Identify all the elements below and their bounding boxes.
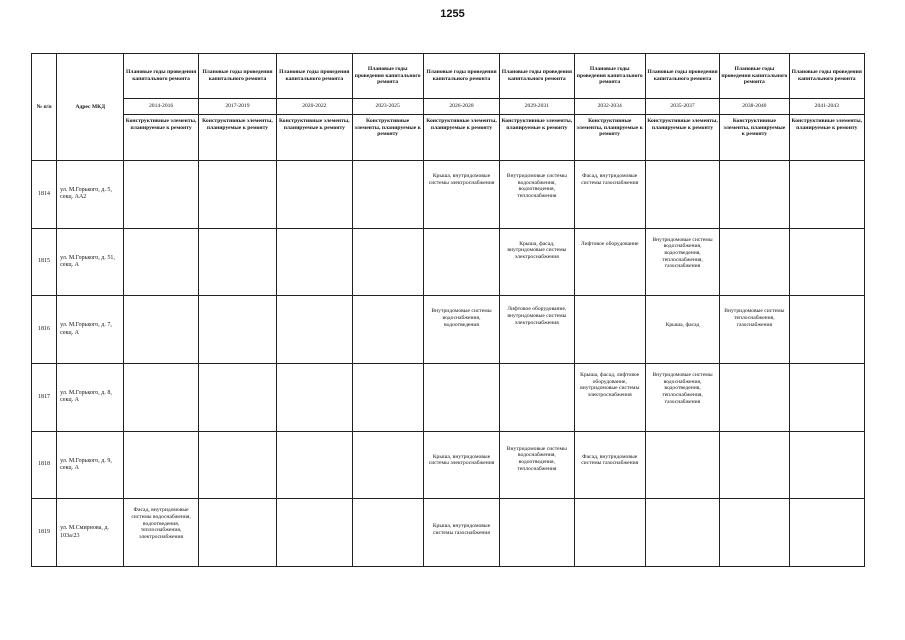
capital-repair-table [31, 53, 865, 567]
table-cell [124, 363, 198, 431]
header-planned-years: Плановые годы проведения капитального ремонта [574, 54, 645, 99]
header-planned-years: Плановые годы проведения капитального ремонта [198, 54, 276, 99]
table-cell [720, 499, 789, 567]
table-cell [277, 363, 352, 431]
row-address: ул. М.Горького, д. 5, секц. АА2 [57, 161, 124, 229]
table-cell [720, 161, 789, 229]
header-elements: Конструктивные элементы, планируемые к ремонту [720, 115, 789, 161]
table-cell [352, 363, 423, 431]
header-elements: Конструктивные элементы, планируемые к ремонту [124, 115, 198, 161]
header-elements: Конструктивные элементы, планируемые к ремонту [198, 115, 276, 161]
table-cell [645, 161, 719, 229]
row-number: 1819 [32, 499, 57, 567]
header-planned-years: Плановые годы проведения капитального ремонта [277, 54, 352, 99]
header-num: № п/п [32, 54, 57, 161]
table-cell [574, 499, 645, 567]
table-cell [645, 431, 719, 499]
table-cell: Фасад, внутридомовые системы газоснабжения [574, 431, 645, 499]
row-address: ул. М.Горького, д. 8, секц. А [57, 363, 124, 431]
row-address: ул. М.Горького, д. 51, секц. А [57, 228, 124, 296]
table-cell [352, 431, 423, 499]
table-cell: Крыша, фасад [645, 296, 719, 364]
table-cell: Внутридомовые системы водоснабжения, водоотведения, теплоснабжения [500, 431, 574, 499]
table-cell: Внутридомовые системы водоснабжения, водоотведения, теплоснабжения [500, 161, 574, 229]
table-cell [124, 431, 198, 499]
table-cell [352, 161, 423, 229]
table-cell [500, 499, 574, 567]
header-period: 2029-2031 [500, 99, 574, 115]
header-period: 2014-2016 [124, 99, 198, 115]
header-period: 2035-2037 [645, 99, 719, 115]
table-cell [645, 499, 719, 567]
header-period: 2032-2034 [574, 99, 645, 115]
table-cell: Крыша, внутридомовые системы электроснабжения [423, 431, 499, 499]
header-planned-years: Плановые годы проведения капитального ремонта [352, 54, 423, 99]
table-cell [198, 296, 276, 364]
table-cell [423, 228, 499, 296]
header-elements: Конструктивные элементы, планируемые к ремонту [423, 115, 499, 161]
table-cell [720, 228, 789, 296]
header-period: 2020-2022 [277, 99, 352, 115]
table-cell [277, 431, 352, 499]
table-cell [789, 363, 864, 431]
table-row [32, 431, 865, 499]
header-elements: Конструктивные элементы, планируемые к ремонту [277, 115, 352, 161]
table-cell [198, 499, 276, 567]
table-cell [789, 296, 864, 364]
table-cell [277, 228, 352, 296]
table-cell [789, 431, 864, 499]
row-number: 1815 [32, 228, 57, 296]
table-cell: Внутридомовые системы водоснабжения, водоотведения, теплоснабжения, газоснабжения [645, 363, 719, 431]
header-planned-years: Плановые годы проведения капитального ремонта [645, 54, 719, 99]
table-cell [124, 228, 198, 296]
header-period: 2041-2043 [789, 99, 864, 115]
table-cell [198, 228, 276, 296]
table-cell: Фасад, внутридомовые системы газоснабжения [574, 161, 645, 229]
table-cell [789, 499, 864, 567]
row-number: 1817 [32, 363, 57, 431]
table-cell [352, 296, 423, 364]
header-planned-years: Плановые годы проведения капитального ремонта [720, 54, 789, 99]
header-row-elements [32, 115, 865, 161]
row-address: ул. М.Горького, д. 7, секц. А [57, 296, 124, 364]
table-row [32, 499, 865, 567]
header-elements: Конструктивные элементы, планируемые к ремонту [574, 115, 645, 161]
row-number: 1818 [32, 431, 57, 499]
row-number: 1814 [32, 161, 57, 229]
header-period: 2038-2040 [720, 99, 789, 115]
header-planned-years: Плановые годы проведения капитального ремонта [500, 54, 574, 99]
header-elements: Конструктивные элементы, планируемые к ремонту [500, 115, 574, 161]
table-cell [720, 431, 789, 499]
table-cell: Крыша, внутридомовые системы газоснабжения [423, 499, 499, 567]
table-cell [198, 161, 276, 229]
header-elements: Конструктивные элементы, планируемые к ремонту [645, 115, 719, 161]
table-cell [198, 363, 276, 431]
table-cell [277, 499, 352, 567]
table-cell: Лифтовое оборудование [574, 228, 645, 296]
header-row-periods [32, 99, 865, 115]
table-cell: Крыша, внутридомовые системы электроснабжения [423, 161, 499, 229]
table-cell [124, 161, 198, 229]
table-cell [124, 296, 198, 364]
row-address: ул. М.Горького, д. 9, секц. А [57, 431, 124, 499]
header-planned-years: Плановые годы проведения капитального ремонта [423, 54, 499, 99]
page-number: 1255 [440, 8, 465, 20]
header-period: 2026-2028 [423, 99, 499, 115]
table-cell [198, 431, 276, 499]
table-cell: Лифтовое оборудование, внутридомовые системы электроснабжения [500, 296, 574, 364]
header-planned-years: Плановые годы проведения капитального ремонта [124, 54, 198, 99]
table-cell: Внутридомовые системы теплоснабжения, газоснабжения [720, 296, 789, 364]
table-cell [789, 161, 864, 229]
header-period: 2023-2025 [352, 99, 423, 115]
table-cell [789, 228, 864, 296]
table-cell [574, 296, 645, 364]
header-address: Адрес МКД [57, 54, 124, 161]
header-row-planned-years [32, 54, 865, 99]
table-cell [423, 363, 499, 431]
row-address: ул. М.Смирнова, д. 103а/23 [57, 499, 124, 567]
header-planned-years: Плановые годы проведения капитального ремонта [789, 54, 864, 99]
table-row [32, 161, 865, 229]
table-cell [277, 161, 352, 229]
table-cell: Крыша, фасад, лифтовое оборудование, внутридомовые системы электроснабжения [574, 363, 645, 431]
header-elements: Конструктивные элементы, планируемые к ремонту [352, 115, 423, 161]
table-cell [352, 228, 423, 296]
table-row [32, 296, 865, 364]
header-elements: Конструктивные элементы, планируемые к ремонту [789, 115, 864, 161]
table-cell [277, 296, 352, 364]
table-cell [720, 363, 789, 431]
table-cell [352, 499, 423, 567]
table-cell: Крыша, фасад, внутридомовые системы электроснабжения [500, 228, 574, 296]
table-cell: Внутридомовые системы водоснабжения, водоотведения, теплоснабжения, газоснабжения [645, 228, 719, 296]
table-row [32, 363, 865, 431]
table-row [32, 228, 865, 296]
table-cell: Фасад, внутридомовые системы водоснабжения, водоотведения, теплоснабжения, электроснабжения [124, 499, 198, 567]
table-cell [500, 363, 574, 431]
header-period: 2017-2019 [198, 99, 276, 115]
table-cell: Внутридомовые системы водоснабжения, водоотведения [423, 296, 499, 364]
row-number: 1816 [32, 296, 57, 364]
